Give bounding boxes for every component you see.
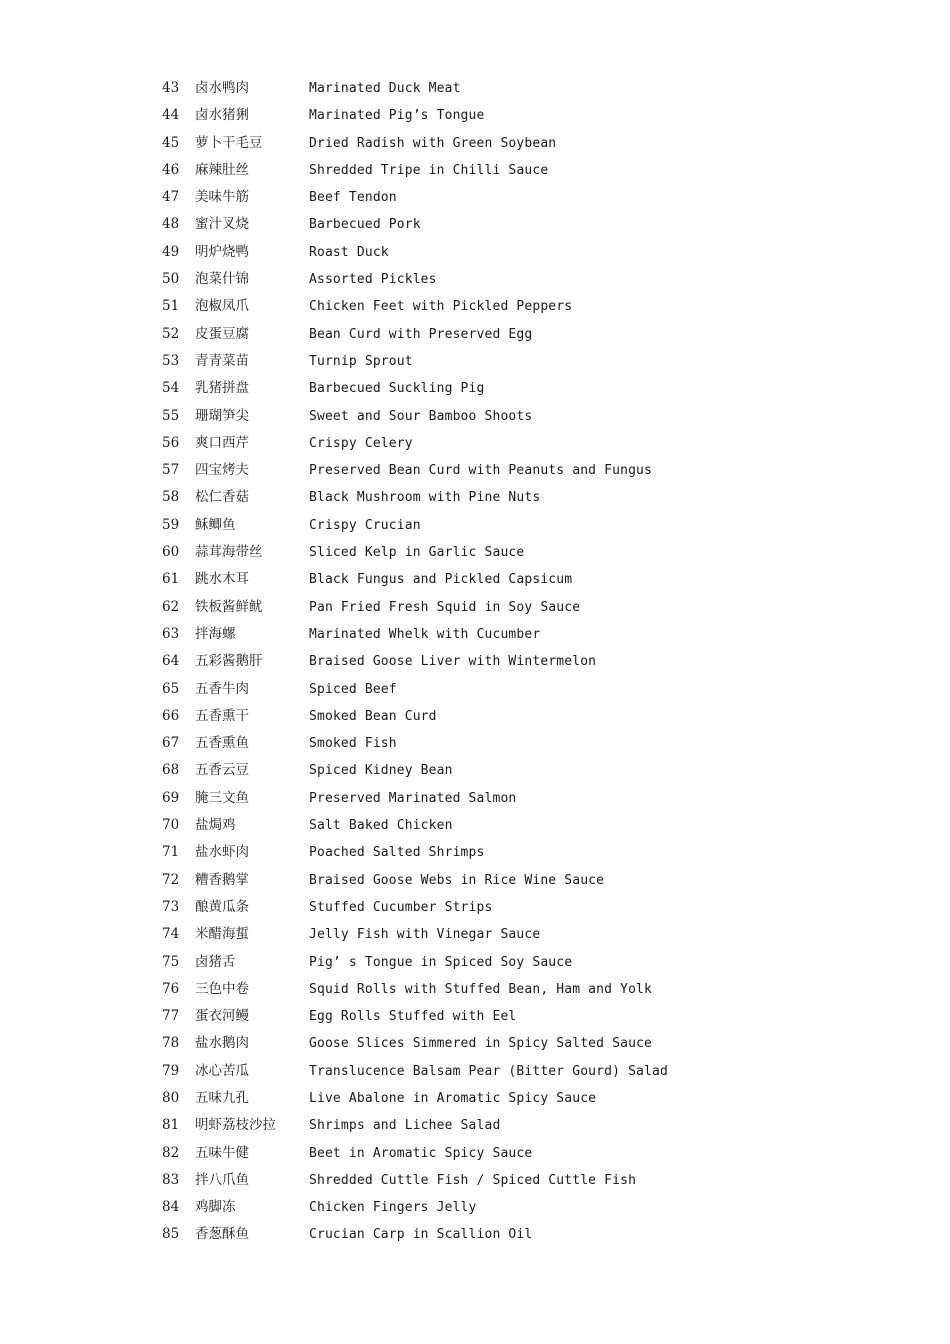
- item-english-name: Goose Slices Simmered in Spicy Salted Sauce: [309, 1036, 652, 1052]
- item-english-name: Spiced Kidney Bean: [309, 763, 453, 779]
- item-chinese-name: 五香牛肉: [195, 680, 249, 697]
- item-number: 80: [162, 1089, 180, 1106]
- item-english-name: Chicken Feet with Pickled Peppers: [309, 299, 573, 315]
- item-number: 59: [162, 516, 180, 533]
- item-number: 79: [162, 1062, 180, 1079]
- item-number: 70: [162, 817, 180, 834]
- item-english-name: Braised Goose Liver with Wintermelon: [309, 654, 597, 670]
- item-english-name: Egg Rolls Stuffed with Eel: [309, 1009, 517, 1025]
- item-chinese-name: 美味牛筋: [195, 189, 249, 206]
- item-number: 64: [162, 653, 180, 670]
- item-chinese-name: 珊瑚笋尖: [195, 407, 249, 424]
- item-number: 69: [162, 789, 180, 806]
- item-english-name: Chicken Fingers Jelly: [309, 1200, 477, 1216]
- item-chinese-name: 盐水虾肉: [195, 844, 249, 861]
- item-chinese-name: 五味九孔: [195, 1089, 249, 1106]
- item-english-name: Shrimps and Lichee Salad: [309, 1118, 501, 1134]
- item-english-name: Marinated Pig’s Tongue: [309, 108, 485, 124]
- item-number: 52: [162, 325, 180, 342]
- item-english-name: Barbecued Pork: [309, 217, 421, 233]
- item-number: 83: [162, 1171, 180, 1188]
- item-english-name: Beef Tendon: [309, 190, 397, 206]
- item-english-name: Poached Salted Shrimps: [309, 845, 485, 861]
- item-english-name: Black Mushroom with Pine Nuts: [309, 490, 541, 506]
- item-chinese-name: 五味牛健: [195, 1144, 249, 1161]
- item-number: 44: [162, 107, 180, 124]
- item-number: 66: [162, 707, 180, 724]
- item-english-name: Beet in Aromatic Spicy Sauce: [309, 1145, 533, 1161]
- item-chinese-name: 冰心苦瓜: [195, 1062, 249, 1079]
- item-chinese-name: 明虾荔枝沙拉: [195, 1117, 276, 1134]
- item-english-name: Squid Rolls with Stuffed Bean, Ham and Yolk: [309, 981, 652, 997]
- item-chinese-name: 皮蛋豆腐: [195, 325, 249, 342]
- item-english-name: Crucian Carp in Scallion Oil: [309, 1227, 533, 1243]
- item-number: 48: [162, 216, 180, 233]
- item-chinese-name: 萝卜干毛豆: [195, 134, 263, 151]
- item-chinese-name: 蜜汁叉烧: [195, 216, 249, 233]
- item-number: 58: [162, 489, 180, 506]
- item-number: 81: [162, 1117, 180, 1134]
- item-english-name: Assorted Pickles: [309, 272, 437, 288]
- item-chinese-name: 铁板酱鲜鱿: [195, 598, 263, 615]
- item-chinese-name: 拌八爪鱼: [195, 1171, 249, 1188]
- item-number: 51: [162, 298, 180, 315]
- item-chinese-name: 爽口西芹: [195, 434, 249, 451]
- item-number: 77: [162, 1008, 180, 1025]
- item-chinese-name: 鸡脚冻: [195, 1199, 236, 1216]
- item-number: 60: [162, 544, 180, 561]
- item-english-name: Pig’ s Tongue in Spiced Soy Sauce: [309, 954, 573, 970]
- item-chinese-name: 腌三文鱼: [195, 789, 249, 806]
- item-number: 76: [162, 980, 180, 997]
- item-english-name: Turnip Sprout: [309, 353, 413, 369]
- item-english-name: Crispy Celery: [309, 435, 413, 451]
- item-english-name: Shredded Cuttle Fish / Spiced Cuttle Fish: [309, 1172, 637, 1188]
- item-chinese-name: 卤水猪猁: [195, 107, 249, 124]
- item-number: 75: [162, 953, 180, 970]
- item-number: 67: [162, 735, 180, 752]
- item-number: 47: [162, 189, 180, 206]
- item-number: 71: [162, 844, 180, 861]
- item-number: 74: [162, 926, 180, 943]
- item-chinese-name: 五彩酱鹅肝: [195, 653, 263, 670]
- item-number: 49: [162, 243, 180, 260]
- item-number: 65: [162, 680, 180, 697]
- item-english-name: Pan Fried Fresh Squid in Soy Sauce: [309, 599, 581, 615]
- item-chinese-name: 卤猪舌: [195, 953, 236, 970]
- item-chinese-name: 五香云豆: [195, 762, 249, 779]
- item-chinese-name: 蒜茸海带丝: [195, 544, 263, 561]
- item-english-name: Preserved Bean Curd with Peanuts and Fungus: [309, 463, 652, 479]
- item-chinese-name: 泡菜什锦: [195, 271, 249, 288]
- item-english-name: Shredded Tripe in Chilli Sauce: [309, 162, 549, 178]
- item-chinese-name: 卤水鸭肉: [195, 80, 249, 96]
- item-number: 56: [162, 434, 180, 451]
- item-chinese-name: 松仁香菇: [195, 489, 249, 506]
- item-english-name: Black Fungus and Pickled Capsicum: [309, 572, 573, 588]
- item-number: 82: [162, 1144, 180, 1161]
- item-english-name: Stuffed Cucumber Strips: [309, 899, 493, 915]
- item-english-name: Marinated Duck Meat: [309, 81, 461, 96]
- item-english-name: Braised Goose Webs in Rice Wine Sauce: [309, 872, 605, 888]
- item-english-name: Salt Baked Chicken: [309, 818, 453, 834]
- item-number: 61: [162, 571, 180, 588]
- item-chinese-name: 米醋海蜇: [195, 926, 249, 943]
- item-english-name: Live Abalone in Aromatic Spicy Sauce: [309, 1090, 597, 1106]
- item-chinese-name: 盐焗鸡: [195, 817, 236, 834]
- item-chinese-name: 五香熏鱼: [195, 735, 249, 752]
- item-chinese-name: 五香熏干: [195, 707, 249, 724]
- item-chinese-name: 稣鲫鱼: [195, 516, 236, 533]
- item-chinese-name: 跳水木耳: [195, 571, 249, 588]
- item-number: 45: [162, 134, 180, 151]
- item-chinese-name: 糟香鹅掌: [195, 871, 249, 888]
- item-number: 57: [162, 462, 180, 479]
- item-english-name: Barbecued Suckling Pig: [309, 381, 485, 397]
- item-number: 63: [162, 625, 180, 642]
- item-chinese-name: 泡椒凤爪: [195, 298, 249, 315]
- item-english-name: Bean Curd with Preserved Egg: [309, 326, 533, 342]
- item-number: 68: [162, 762, 180, 779]
- item-chinese-name: 拌海螺: [195, 625, 236, 642]
- item-chinese-name: 香葱酥鱼: [195, 1226, 249, 1243]
- item-number: 62: [162, 598, 180, 615]
- item-number: 50: [162, 271, 180, 288]
- item-number: 53: [162, 352, 180, 369]
- item-english-name: Smoked Fish: [309, 736, 397, 752]
- item-english-name: Spiced Beef: [309, 681, 397, 697]
- item-chinese-name: 青青菜苗: [195, 352, 249, 369]
- item-number: 72: [162, 871, 180, 888]
- item-chinese-name: 三色中卷: [195, 980, 249, 997]
- item-chinese-name: 四宝烤夫: [195, 462, 249, 479]
- item-number: 84: [162, 1199, 180, 1216]
- item-number: 85: [162, 1226, 180, 1243]
- item-chinese-name: 蛋衣河鳗: [195, 1008, 249, 1025]
- item-english-name: Smoked Bean Curd: [309, 708, 437, 724]
- item-english-name: Sweet and Sour Bamboo Shoots: [309, 408, 533, 424]
- item-english-name: Marinated Whelk with Cucumber: [309, 626, 541, 642]
- item-chinese-name: 明炉烧鸭: [195, 243, 249, 260]
- item-number: 43: [162, 80, 180, 96]
- item-number: 78: [162, 1035, 180, 1052]
- item-english-name: Crispy Crucian: [309, 517, 421, 533]
- item-english-name: Preserved Marinated Salmon: [309, 790, 517, 806]
- item-chinese-name: 乳猪拼盘: [195, 380, 249, 397]
- item-english-name: Translucence Balsam Pear (Bitter Gourd) Salad: [309, 1063, 668, 1079]
- item-english-name: Jelly Fish with Vinegar Sauce: [309, 927, 541, 943]
- item-number: 73: [162, 898, 180, 915]
- item-chinese-name: 盐水鹅肉: [195, 1035, 249, 1052]
- item-number: 46: [162, 161, 180, 178]
- item-english-name: Dried Radish with Green Soybean: [309, 135, 557, 151]
- item-chinese-name: 酿黄瓜条: [195, 898, 249, 915]
- item-english-name: Roast Duck: [309, 244, 389, 260]
- item-chinese-name: 麻辣肚丝: [195, 161, 249, 178]
- item-english-name: Sliced Kelp in Garlic Sauce: [309, 545, 525, 561]
- item-number: 54: [162, 380, 180, 397]
- item-number: 55: [162, 407, 180, 424]
